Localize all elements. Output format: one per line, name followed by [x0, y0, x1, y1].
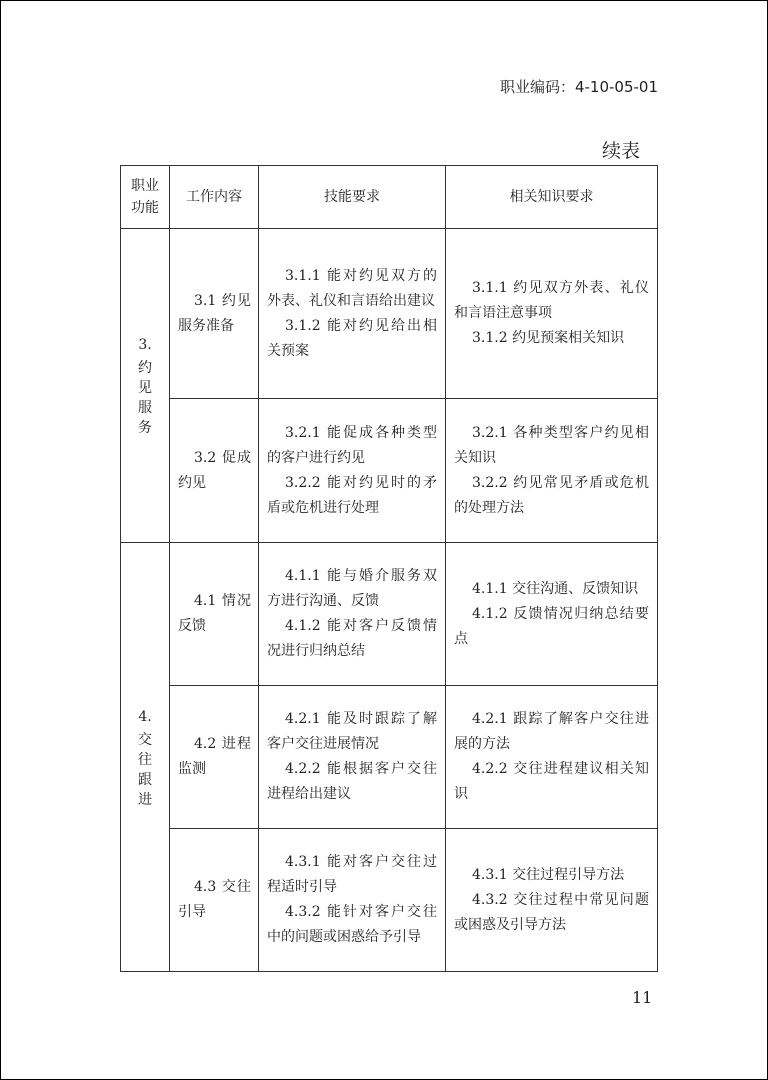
knowledge-cell: 4.1.1 交往沟通、反馈知识 4.1.2 反馈情况归纳总结要点 — [446, 543, 658, 686]
skills-cell: 4.1.1 能与婚介服务双方进行沟通、反馈 4.1.2 能对客户反馈情况进行归纳总结 — [259, 543, 446, 686]
work-content-cell: 4.2 进程监测 — [170, 686, 259, 829]
work-content-cell: 4.1 情况反馈 — [170, 543, 259, 686]
table-row — [121, 399, 658, 543]
function-name: 交往跟进 — [138, 731, 152, 808]
table-header-row — [121, 166, 658, 229]
work-content-cell: 3.2 促成约见 — [170, 399, 259, 543]
work-content-cell: 3.1 约见服务准备 — [170, 229, 259, 399]
knowledge-cell: 4.3.1 交往过程引导方法 4.3.2 交往过程中常见问题或困惑及引导方法 — [446, 829, 658, 972]
skills-cell: 4.2.1 能及时跟踪了解客户交往进展情况 4.2.2 能根据客户交往进程给出建议 — [259, 686, 446, 829]
table-row — [121, 543, 658, 686]
col-header-knowledge: 相关知识要求 — [446, 166, 658, 229]
occupation-code: 职业编码：4-10-05-01 — [499, 78, 658, 96]
skills-cell: 3.2.1 能促成各种类型的客户进行约见 3.2.2 能对约见时的矛盾或危机进行处理 — [259, 399, 446, 543]
knowledge-cell: 3.2.1 各种类型客户约见相关知识 3.2.2 约见常见矛盾或危机的处理方法 — [446, 399, 658, 543]
function-cell — [121, 229, 170, 543]
page-number: 11 — [632, 988, 653, 1007]
table-row — [121, 686, 658, 829]
col-header-work: 工作内容 — [170, 166, 259, 229]
skills-cell: 4.3.1 能对客户交往过程适时引导 4.3.2 能针对客户交往中的问题或困惑给予引导 — [259, 829, 446, 972]
continued-label: 续表 — [601, 140, 640, 162]
table-row — [121, 829, 658, 972]
function-cell — [121, 543, 170, 972]
function-number: 4. — [138, 708, 152, 725]
knowledge-cell: 3.1.1 约见双方外表、礼仪和言语注意事项 3.1.2 约见预案相关知识 — [446, 229, 658, 399]
function-name: 约见服务 — [138, 360, 152, 436]
knowledge-cell: 4.2.1 跟踪了解客户交往进展的方法 4.2.2 交往进程建议相关知识 — [446, 686, 658, 829]
col-header-skills: 技能要求 — [259, 166, 446, 229]
skills-cell: 3.1.1 能对约见双方的外表、礼仪和言语给出建议 3.1.2 能对约见给出相关预案 — [259, 229, 446, 399]
col-header-function: 职业功能 — [121, 166, 170, 229]
table-row — [121, 229, 658, 399]
function-number: 3. — [138, 337, 152, 353]
standards-table — [120, 165, 658, 972]
work-content-cell: 4.3 交往引导 — [170, 829, 259, 972]
